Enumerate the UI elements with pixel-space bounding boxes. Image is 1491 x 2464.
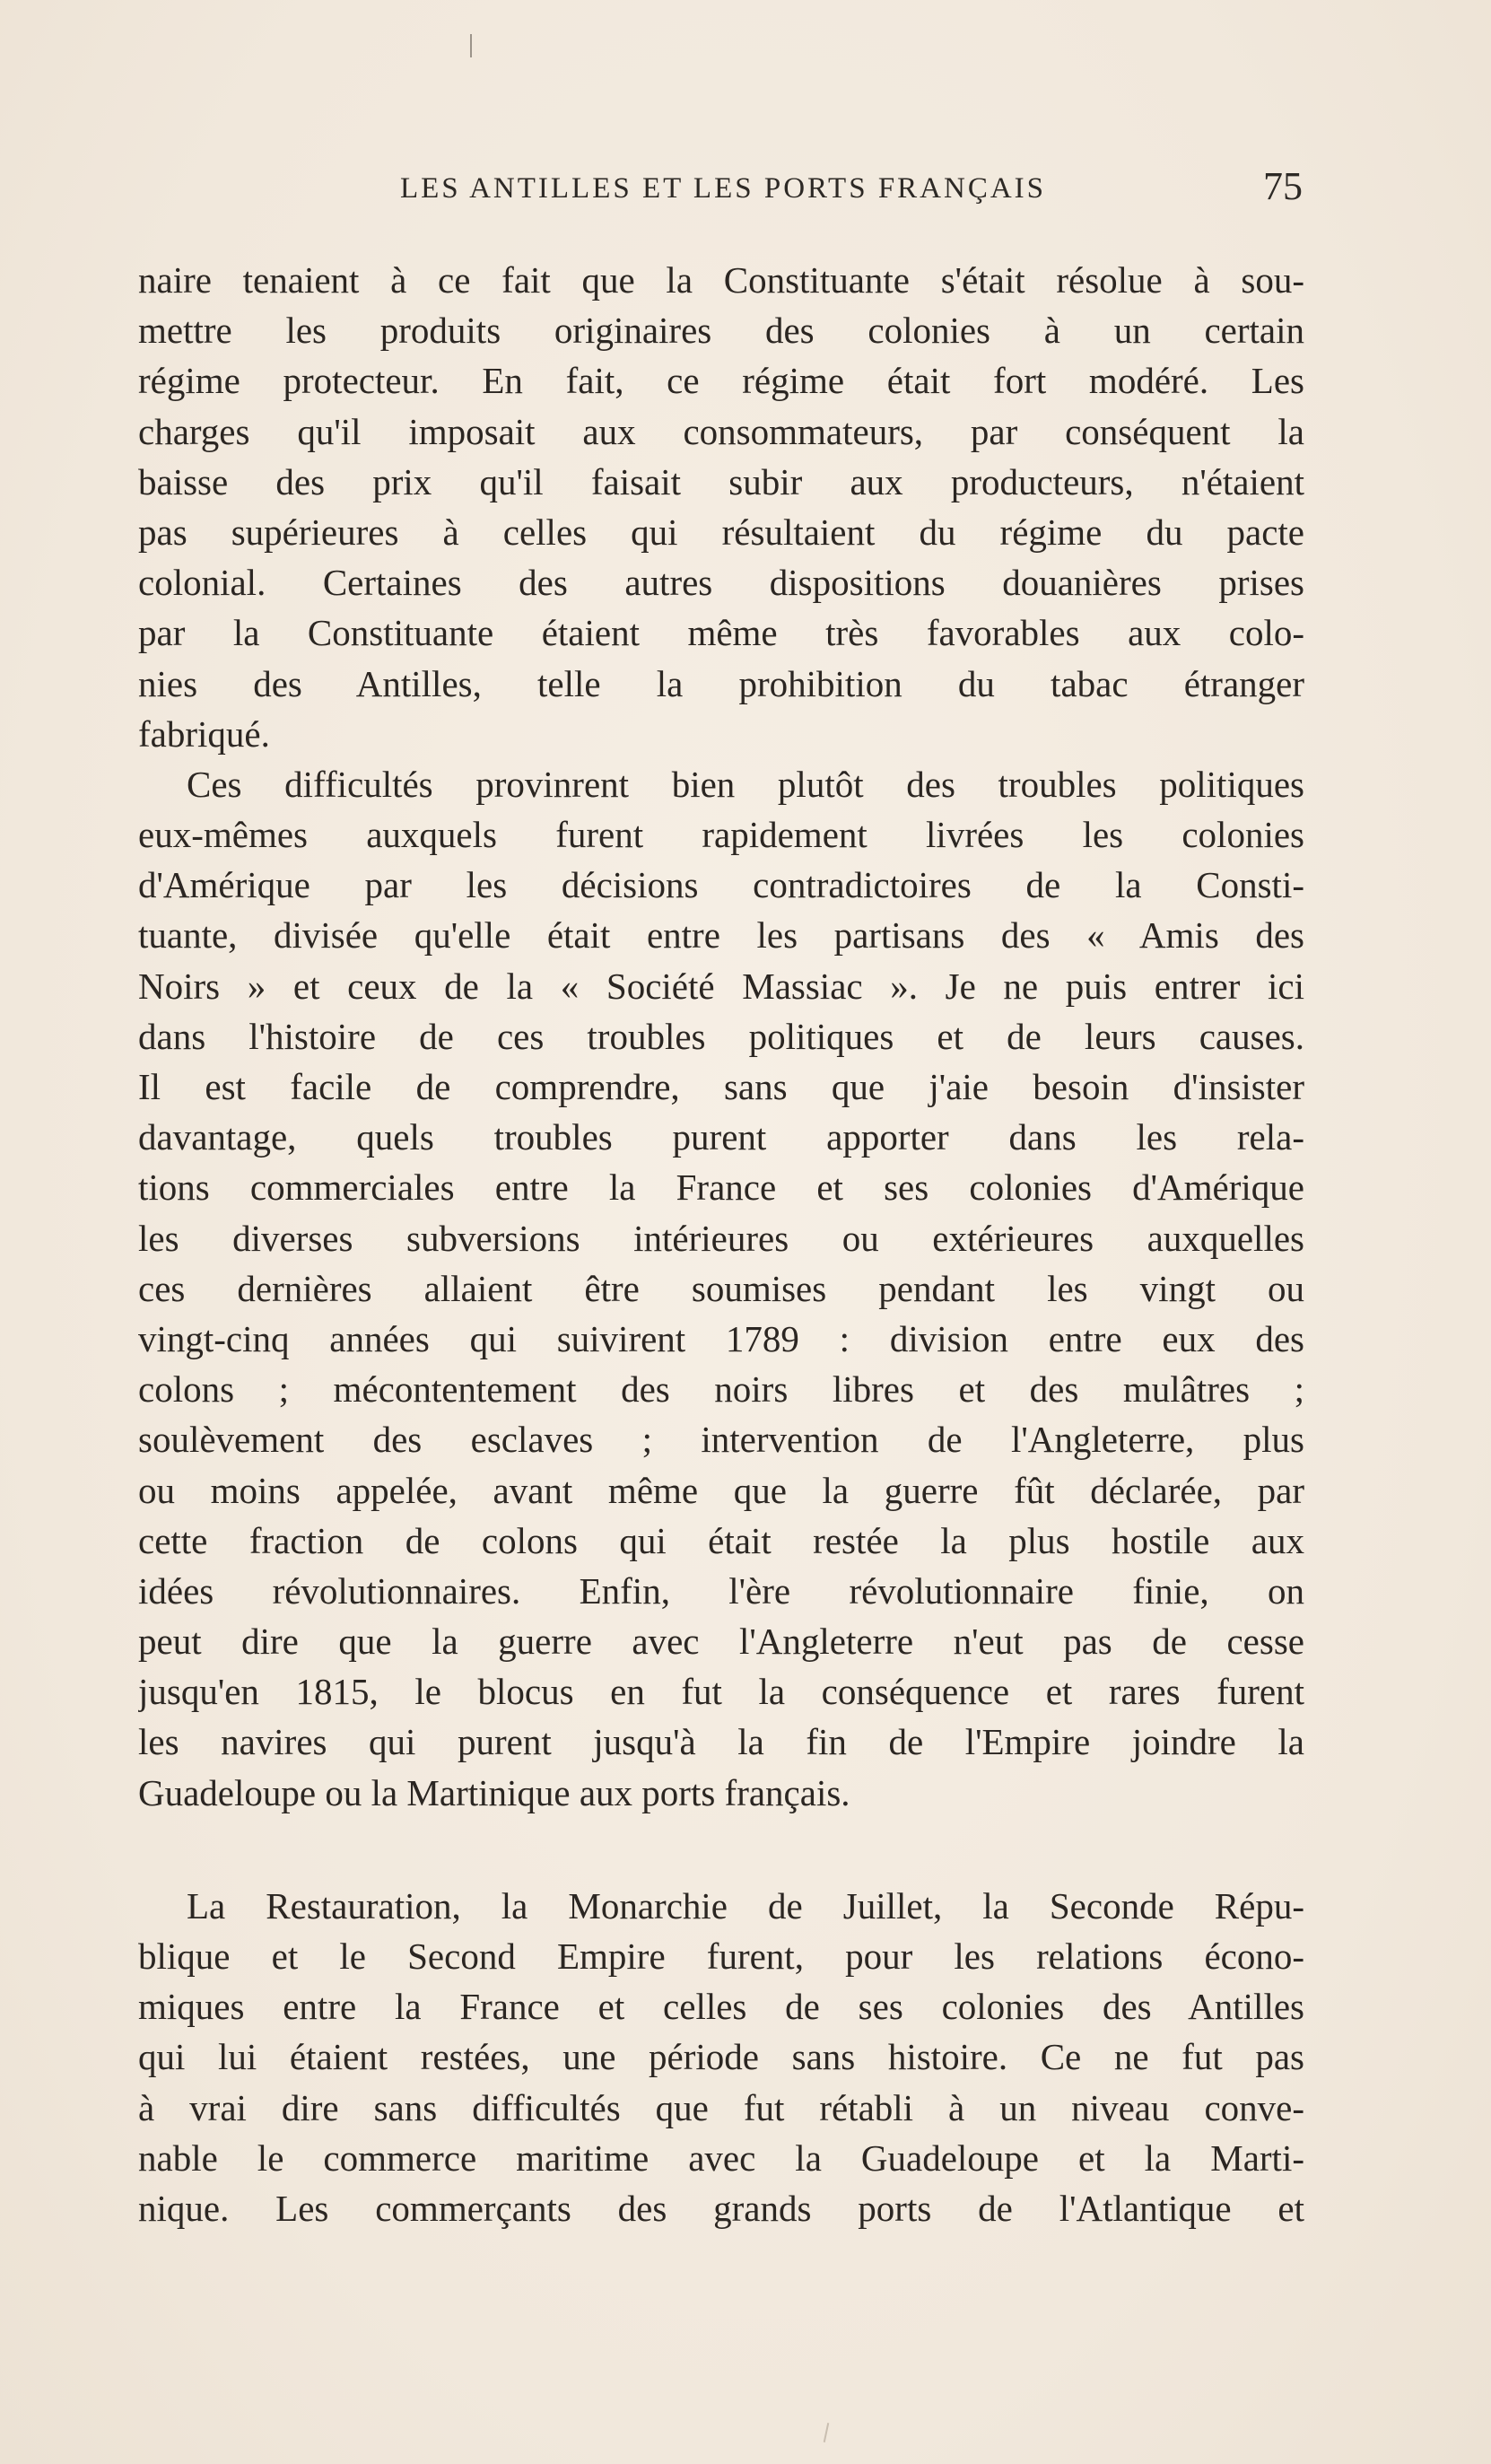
text-line: eux-mêmes auxquels furent rapidement livrées les colonies xyxy=(138,814,1304,856)
page-number: 75 xyxy=(1263,164,1303,208)
text-line: cette fraction de colons qui était restée la plus hostile aux xyxy=(138,1519,1304,1561)
text-line: pas supérieures à celles qui résultaient du régime du pacte xyxy=(138,511,1304,553)
text-line: nies des Antilles, telle la prohibition du tabac étranger xyxy=(138,662,1304,704)
text-line: d'Amérique par les décisions contradictoires de la Consti- xyxy=(138,864,1304,906)
text-line: régime protecteur. En fait, ce régime était fort modéré. Les xyxy=(138,360,1304,402)
text-line: colons ; mécontentement des noirs libres et des mulâtres ; xyxy=(138,1368,1304,1411)
text-line: miques entre la France et celles de ses colonies des Antilles xyxy=(138,1986,1304,2028)
text-line: dans l'histoire de ces troubles politiques et de leurs causes. xyxy=(138,1015,1304,1057)
text-line: naire tenaient à ce fait que la Constituante s'était résolue à sou- xyxy=(138,259,1304,301)
text-line: La Restauration, la Monarchie de Juillet, la Seconde Répu- xyxy=(187,1884,1304,1927)
text-line: ces dernières allaient être soumises pendant les vingt ou xyxy=(138,1267,1304,1309)
text-line: idées révolutionnaires. Enfin, l'ère révolutionnaire finie, on xyxy=(138,1569,1304,1612)
body-text xyxy=(138,255,1304,2233)
text-line: par la Constituante étaient même très favorables aux colo- xyxy=(138,612,1304,654)
text-line: soulèvement des esclaves ; intervention de l'Angleterre, plus xyxy=(138,1419,1304,1461)
text-line: peut dire que la guerre avec l'Angleterre n'eut pas de cesse xyxy=(138,1621,1304,1663)
text-line: tions commerciales entre la France et ses colonies d'Amérique xyxy=(138,1166,1304,1209)
text-line: baisse des prix qu'il faisait subir aux producteurs, n'étaient xyxy=(138,460,1304,502)
paragraph-gap xyxy=(138,1818,1304,1881)
top-margin-mark xyxy=(470,34,472,57)
text-line: qui lui étaient restées, une période sans histoire. Ce ne fut pas xyxy=(138,2036,1304,2078)
text-line: mettre les produits originaires des colonies à un certain xyxy=(138,310,1304,352)
text-line: nable le commerce maritime avec la Guadeloupe et la Marti- xyxy=(138,2136,1304,2179)
text-line: Ces difficultés provinrent bien plutôt des troubles politiques xyxy=(187,763,1304,805)
text-line: colonial. Certaines des autres dispositions douanières prises xyxy=(138,562,1304,604)
text-line: à vrai dire sans difficultés que fut rétabli à un niveau conve- xyxy=(138,2086,1304,2128)
text-line: ou moins appelée, avant même que la guerre fût déclarée, par xyxy=(138,1469,1304,1511)
text-line: les diverses subversions intérieures ou extérieures auxquelles xyxy=(138,1217,1304,1259)
text-line: tuante, divisée qu'elle était entre les partisans des « Amis des xyxy=(138,914,1304,957)
text-line: vingt-cinq années qui suivirent 1789 : division entre eux des xyxy=(138,1317,1304,1359)
text-line: Guadeloupe ou la Martinique aux ports français. xyxy=(138,1771,850,1813)
bottom-margin-mark xyxy=(824,2423,830,2442)
text-line: charges qu'il imposait aux consommateurs, par conséquent la xyxy=(138,410,1304,452)
paragraph-3 xyxy=(138,1881,1304,2233)
paragraph-1 xyxy=(138,255,1304,759)
text-line: Noirs » et ceux de la « Société Massiac ». Je ne puis entrer ici xyxy=(138,965,1304,1007)
paragraph-2 xyxy=(138,759,1304,1818)
text-line: blique et le Second Empire furent, pour les relations écono- xyxy=(138,1935,1304,1977)
running-head xyxy=(135,163,1312,214)
text-line: davantage, quels troubles purent apporter dans les rela- xyxy=(138,1116,1304,1158)
text-line: Il est facile de comprendre, sans que j'aie besoin d'insister xyxy=(138,1066,1304,1107)
text-line: fabriqué. xyxy=(138,712,270,755)
running-title: LES ANTILLES ET LES PORTS FRANÇAIS xyxy=(399,172,1047,205)
text-line: nique. Les commerçants des grands ports de l'Atlantique et xyxy=(138,2187,1304,2229)
text-line: jusqu'en 1815, le blocus en fut la conséquence et rares furent xyxy=(138,1671,1304,1713)
text-line: les navires qui purent jusqu'à la fin de l'Empire joindre la xyxy=(138,1721,1304,1763)
